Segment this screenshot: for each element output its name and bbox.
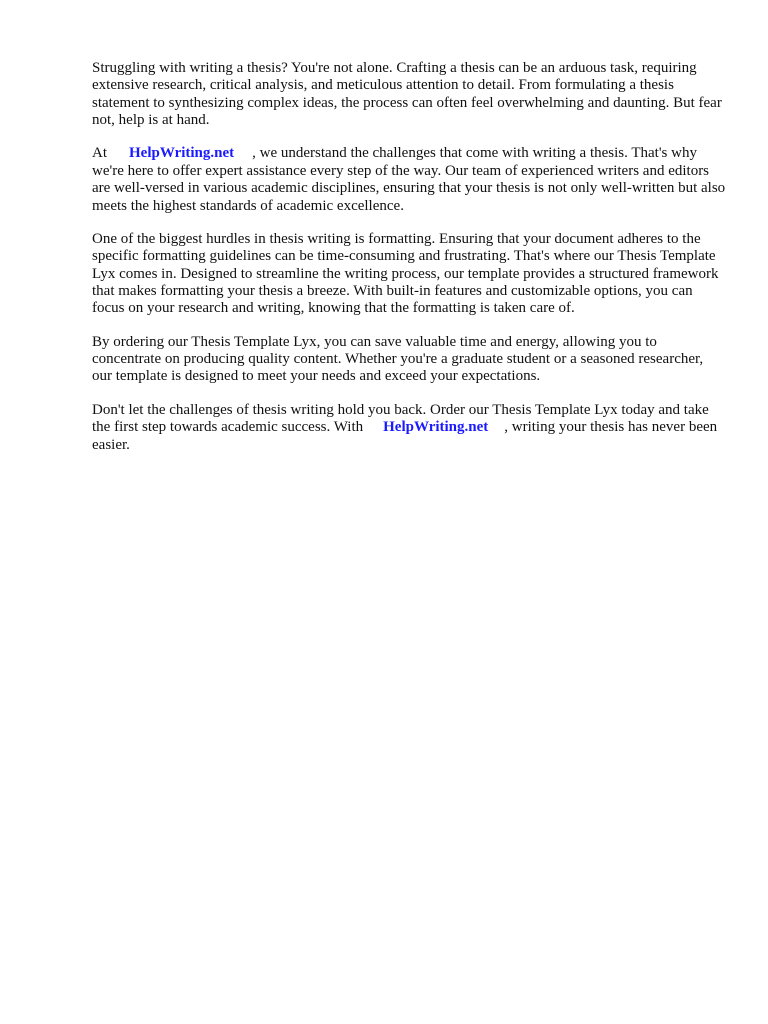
helpwriting-link[interactable]: HelpWriting.net: [383, 419, 489, 436]
paragraph-intro: Struggling with writing a thesis? You're not alone. Crafting a thesis can be an arduous task, requiring extensive research, critical analysis, and meticulous attention to detail. From formulating a thesis statement to synthesizing complex ideas, the process can often feel overwhelming and daunting. But fear not, help is at hand.: [92, 60, 722, 129]
paragraph-ordering: By ordering our Thesis Template Lyx, you can save valuable time and energy, allowing you to concentrate on producing quality content. Whether you're a graduate student or a seasoned researcher, our template is designed to meet your needs and exceed your expectations.: [92, 333, 704, 385]
paragraph-text-after-link: , we understand the challenges that come with writing a thesis. That's why we're here to offer expert assistance every step of the way. Our team of experienced writers and editors are well-versed in various academic disciplines, ensuring that your thesis is not only well-written but also meets the highest standards of academic excellence.: [92, 145, 726, 214]
paragraph-text-after-link: , writing your thesis has never been easier.: [92, 419, 718, 453]
paragraph-text-before-link: Don't let the challenges of thesis writing hold you back. Order our Thesis Template Lyx today and take the first step towards academic success. With: [92, 401, 709, 436]
paragraph-formatting: One of the biggest hurdles in thesis writing is formatting. Ensuring that your document adheres to the specific formatting guidelines can be time-consuming and frustrating. That's where our Thesis Template Lyx comes in. Designed to streamline the writing process, our template provides a structured framework that makes formatting your thesis a breeze. With built-in features and customizable options, you can focus on your research and writing, knowing that the formatting is taken care of.: [92, 230, 719, 317]
helpwriting-link[interactable]: HelpWriting.net: [129, 145, 235, 162]
paragraph-about-service: [92, 145, 726, 215]
paragraph-text-before-link: At: [92, 145, 107, 162]
document-body: [92, 60, 726, 470]
paragraph-call-to-action: [92, 402, 726, 454]
